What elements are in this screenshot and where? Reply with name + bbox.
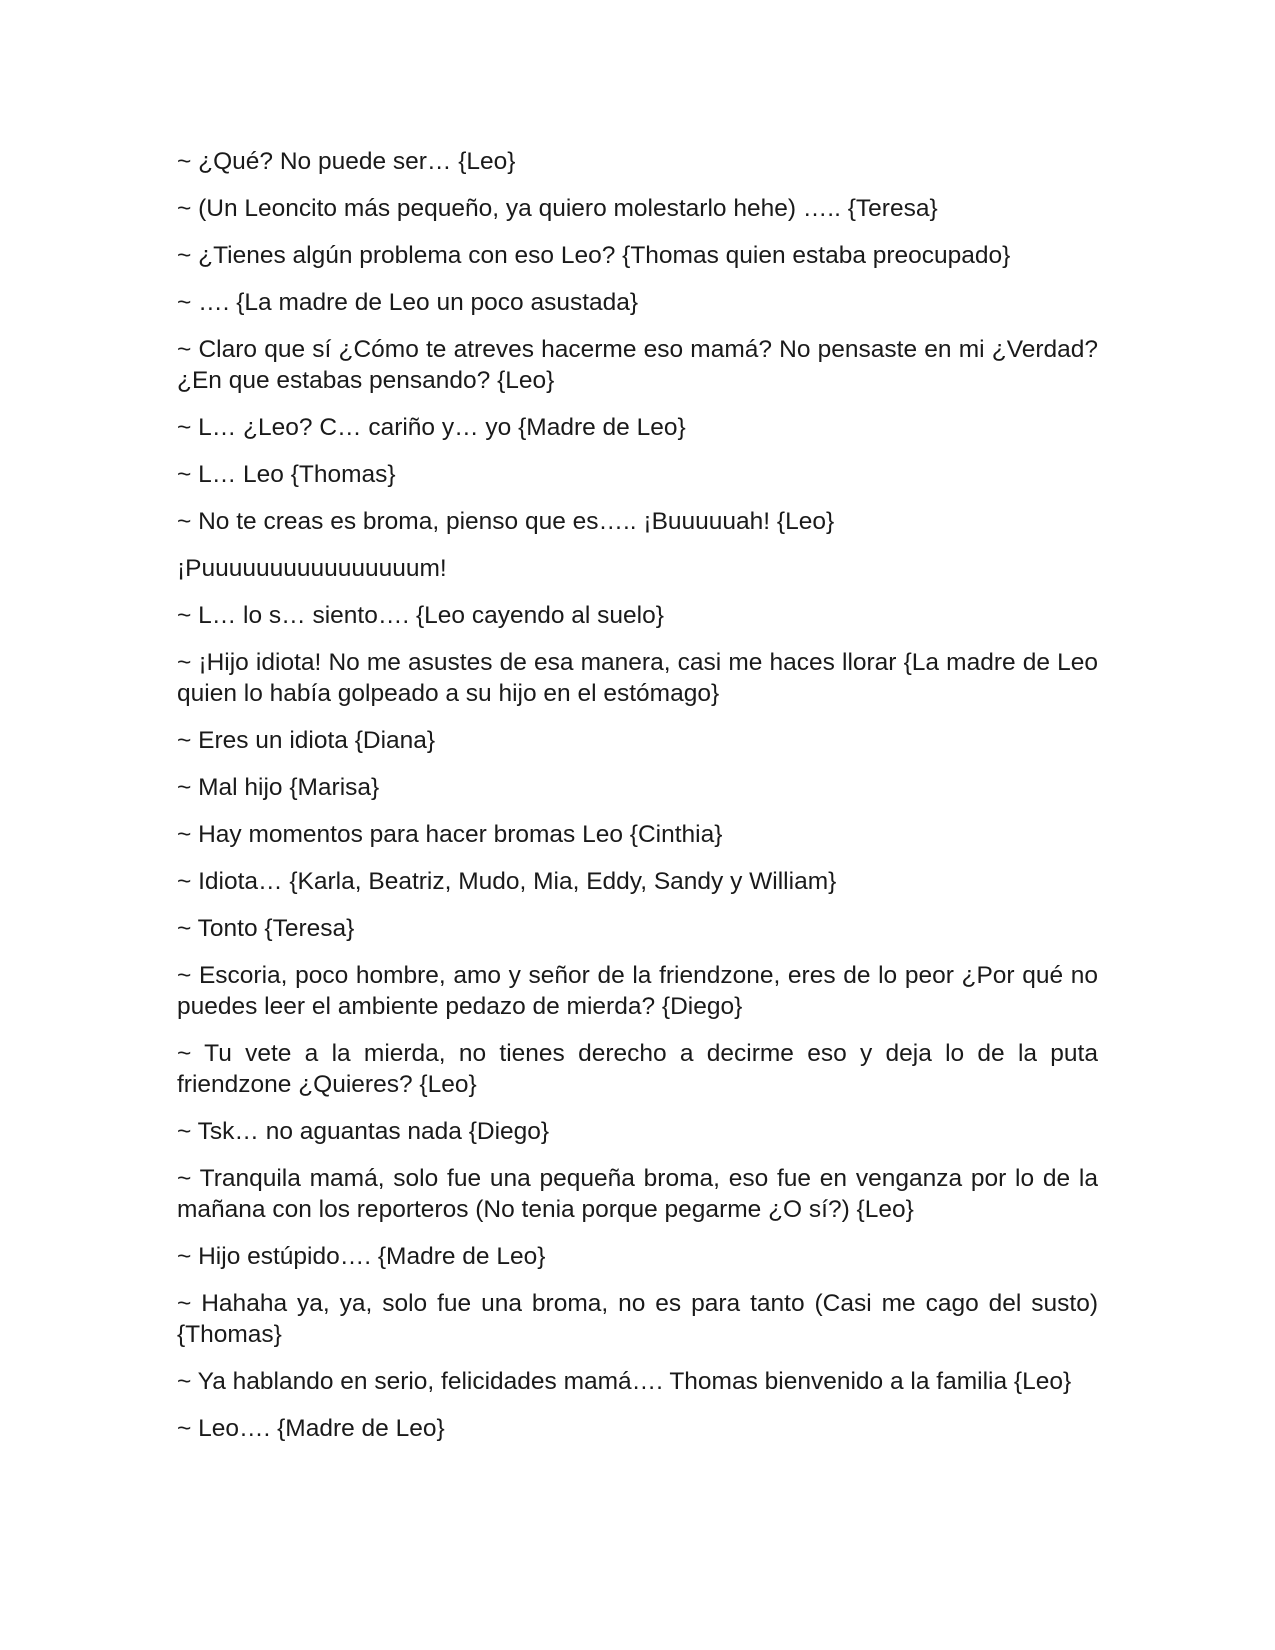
paragraph: ~ …. {La madre de Leo un poco asustada} — [177, 289, 639, 316]
paragraph: ~ Escoria, poco hombre, amo y señor de la friendzone, eres de lo peor ¿Por qué no puedes leer el ambiente pedazo de mierda? {Diego} — [177, 962, 1098, 1020]
paragraph: ~ Tranquila mamá, solo fue una pequeña broma, eso fue en venganza por lo de la mañana con los reporteros (No tenia porque pegarme ¿O sí?) {Leo} — [177, 1165, 1098, 1223]
paragraph: ~ (Un Leoncito más pequeño, ya quiero molestarlo hehe) ….. {Teresa} — [177, 195, 938, 222]
paragraph: ~ Eres un idiota {Diana} — [177, 727, 436, 754]
paragraph: ~ Tsk… no aguantas nada {Diego} — [177, 1118, 550, 1145]
paragraph: ~ Idiota… {Karla, Beatriz, Mudo, Mia, Eddy, Sandy y William} — [177, 868, 837, 895]
paragraph: ~ ¿Tienes algún problema con eso Leo? {Thomas quien estaba preocupado} — [177, 242, 1011, 269]
paragraph: ~ Hahaha ya, ya, solo fue una broma, no es para tanto (Casi me cago del susto) {Thomas} — [177, 1290, 1098, 1348]
paragraph: ~ L… ¿Leo? C… cariño y… yo {Madre de Leo} — [177, 414, 686, 441]
paragraph: ~ Hijo estúpido…. {Madre de Leo} — [177, 1243, 546, 1270]
paragraph: ~ No te creas es broma, pienso que es….. ¡Buuuuuah! {Leo} — [177, 508, 835, 535]
paragraph: ~ Leo…. {Madre de Leo} — [177, 1415, 445, 1442]
paragraph: ~ Mal hijo {Marisa} — [177, 774, 380, 801]
dialogue-text — [177, 146, 1098, 1460]
paragraph: ~ Tu vete a la mierda, no tienes derecho a decirme eso y deja lo de la puta friendzone ¿Quieres? {Leo} — [177, 1040, 1098, 1098]
paragraph: ~ Tonto {Teresa} — [177, 915, 355, 942]
paragraph: ~ Ya hablando en serio, felicidades mamá…. Thomas bienvenido a la familia {Leo} — [177, 1368, 1072, 1395]
paragraph: ~ ¡Hijo idiota! No me asustes de esa manera, casi me haces llorar {La madre de Leo quien lo había golpeado a su hijo en el estómago} — [177, 649, 1098, 707]
paragraph: ~ Claro que sí ¿Cómo te atreves hacerme eso mamá? No pensaste en mi ¿Verdad? ¿En que estabas pensando? {Leo} — [177, 336, 1098, 394]
paragraph: ~ L… lo s… siento…. {Leo cayendo al suelo} — [177, 602, 664, 629]
paragraph: ~ Hay momentos para hacer bromas Leo {Cinthia} — [177, 821, 723, 848]
paragraph: ~ ¿Qué? No puede ser… {Leo} — [177, 148, 516, 175]
paragraph: ¡Puuuuuuuuuuuuuuuum! — [177, 555, 447, 582]
paragraph: ~ L… Leo {Thomas} — [177, 461, 396, 488]
